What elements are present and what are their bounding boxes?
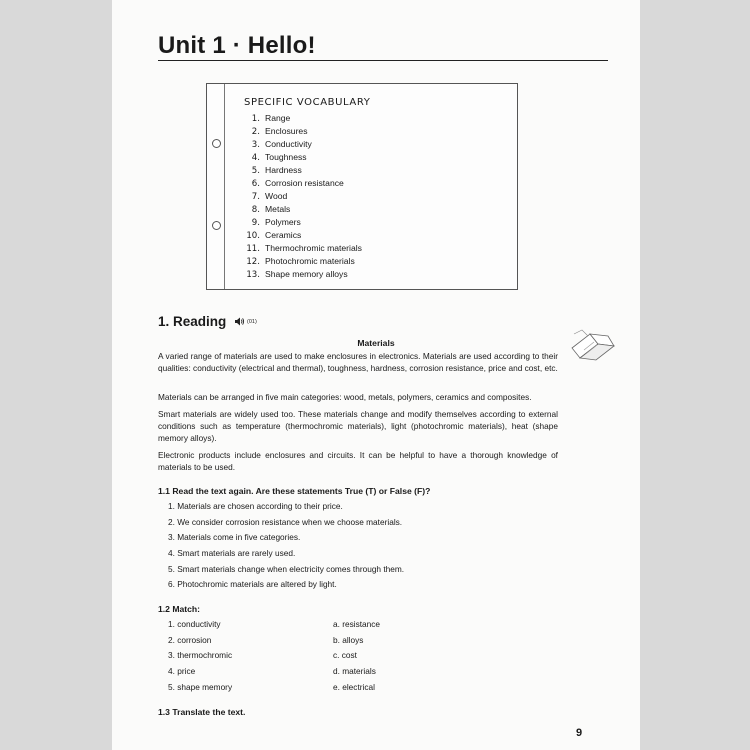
vocabulary-term: Polymers [265, 217, 301, 227]
reading-heading: 1. Reading [158, 314, 227, 329]
vocabulary-term: Ceramics [265, 230, 302, 240]
match-right-item: b. alloys [333, 634, 364, 645]
vocabulary-item [244, 138, 362, 151]
vocabulary-number: 5. [251, 166, 260, 176]
vocabulary-number: 6. [251, 179, 260, 189]
vocabulary-item [244, 177, 362, 190]
vocabulary-list [244, 112, 362, 281]
binder-hole-icon [212, 221, 221, 230]
match-right-item: d. materials [333, 666, 376, 677]
vocabulary-item [244, 268, 362, 281]
unit-title: Unit 1 · Hello! [158, 32, 316, 59]
vocabulary-number: 2. [251, 127, 260, 137]
reading-text-title: Materials [357, 338, 395, 348]
match-left-column [168, 618, 232, 696]
statement-item: 3. Materials come in five categories. [168, 532, 301, 543]
match-right-item: e. electrical [333, 681, 375, 692]
match-left-item: 5. shape memory [168, 681, 233, 692]
match-left-item: 1. conductivity [168, 619, 221, 629]
match-left-item: 3. thermochromic [168, 650, 233, 661]
vocabulary-term: Shape memory alloys [265, 269, 348, 279]
vocabulary-term: Conductivity [265, 139, 312, 149]
title-underline [158, 60, 608, 61]
vocabulary-item [244, 164, 362, 177]
vocabulary-term: Range [265, 113, 291, 123]
match-right-column [333, 618, 380, 696]
vocabulary-number: 7. [251, 192, 260, 202]
match-right-item: a. resistance [333, 619, 381, 629]
exercise-1-1-heading: 1.1 Read the text again. Are these statements True (T) or False (F)? [158, 486, 431, 496]
vocabulary-term: Enclosures [265, 126, 308, 136]
vocabulary-item [244, 242, 362, 255]
audio-track[interactable] [235, 317, 257, 326]
speaker-icon[interactable] [235, 317, 245, 326]
vocabulary-term: Toughness [265, 152, 307, 162]
exercise-1-3-heading: 1.3 Translate the text. [158, 707, 246, 717]
vocabulary-term: Metals [265, 204, 291, 214]
vocabulary-term: Photochromic materials [265, 256, 355, 266]
audio-track-code: (01) [247, 318, 257, 325]
vocabulary-term: Thermochromic materials [265, 243, 362, 253]
reading-paragraph: A varied range of materials are used to make enclosures in electronics. Materials are used according to their qualities: conductivity (electrical and thermal), toughness, hardness, corrosion resistance, price and cost, etc. [158, 351, 558, 373]
vocabulary-number: 11. [246, 244, 260, 254]
statement-item: 1. Materials are chosen according to their price. [168, 501, 343, 511]
vocabulary-term: Wood [265, 191, 288, 201]
vocabulary-item [244, 203, 362, 216]
textbook-page [112, 0, 640, 750]
statement-item: 2. We consider corrosion resistance when we choose materials. [168, 516, 403, 527]
vocabulary-number: 3. [251, 140, 260, 150]
vocabulary-term: Hardness [265, 165, 302, 175]
vocabulary-item [244, 255, 362, 268]
vocabulary-item [244, 216, 362, 229]
statement-item: 6. Photochromic materials are altered by light. [168, 579, 337, 590]
vocabulary-number: 13. [246, 270, 260, 280]
page-number: 9 [576, 727, 583, 739]
vocabulary-card [206, 83, 518, 290]
vocabulary-number: 8. [251, 205, 260, 215]
match-left-item: 4. price [168, 666, 196, 677]
vocabulary-number: 12. [246, 257, 260, 267]
vocabulary-number: 1. [251, 114, 260, 124]
vocabulary-number: 4. [251, 153, 260, 163]
vocabulary-number: 10. [246, 231, 260, 241]
reading-paragraph: Electronic products include enclosures and circuits. It can be helpful to have a thorough knowledge of materials to be used. [158, 450, 558, 472]
statement-item: 4. Smart materials are rarely used. [168, 548, 296, 559]
true-false-list [168, 500, 404, 594]
reading-paragraph: Materials can be arranged in five main categories: wood, metals, polymers, ceramics and composites. [158, 392, 532, 402]
vocabulary-item [244, 151, 362, 164]
match-left-item: 2. corrosion [168, 634, 212, 645]
reading-paragraph: Smart materials are widely used too. These materials change and modify themselves according to external conditions such as temperature (thermochromic materials), light (photochromic materials), heat (shape memory alloys). [158, 409, 558, 443]
vocabulary-term: Corrosion resistance [265, 178, 344, 188]
vocabulary-item [244, 125, 362, 138]
card-margin-line [224, 84, 225, 289]
statement-item: 5. Smart materials change when electricity comes through them. [168, 563, 405, 574]
exercise-1-2-heading: 1.2 Match: [158, 604, 201, 614]
vocabulary-item [244, 190, 362, 203]
vocabulary-item [244, 112, 362, 125]
vocabulary-title: SPECIFIC VOCABULARY [244, 97, 371, 108]
binder-hole-icon [212, 139, 221, 148]
vocabulary-number: 9. [251, 218, 260, 228]
match-right-item: c. cost [333, 650, 357, 661]
vocabulary-item [244, 229, 362, 242]
